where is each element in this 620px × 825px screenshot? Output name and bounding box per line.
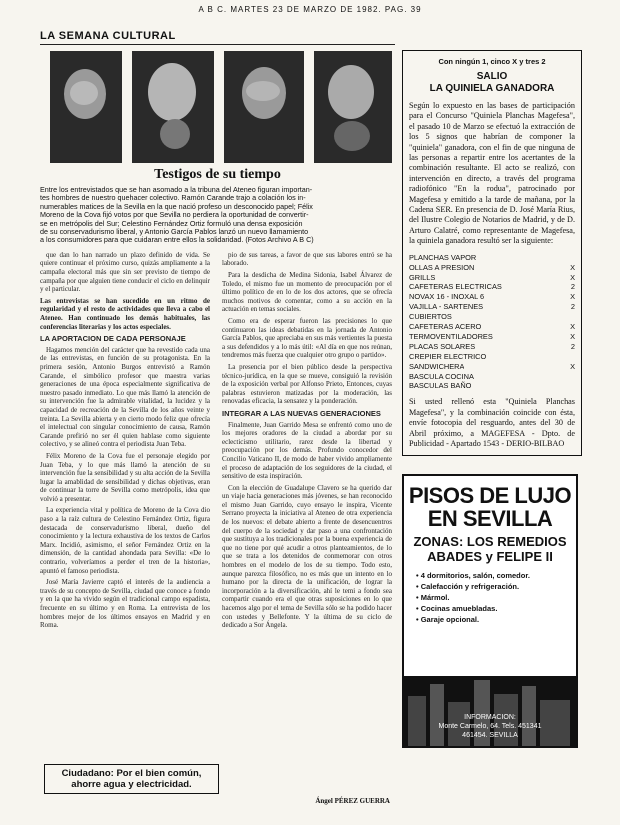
prize-row xyxy=(409,282,575,292)
prize-sign: 2 xyxy=(570,341,575,351)
prize-sign: 2 xyxy=(570,302,575,312)
paragraph: Para la desdicha de Medina Sidonia, Isabel Álvarez de Toledo, el mismo fue un momento de preocupación por el último político de en lo de los dos actores, que se ofrecía muchos motivos de comentar, como a su acción en la actuación en temas sociales. xyxy=(222,271,392,314)
feature-item: • Garaje opcional. xyxy=(416,614,576,625)
photo-portrait-3 xyxy=(224,51,304,163)
prize-name: TERMOVENTILADORES xyxy=(409,331,493,341)
paragraph: Con la elección de Guadalupe Clavero se ha querido dar un viaje hacia generaciones más jóvenes, se han reconocido el mismo Juan Garrido, cuyo ensayo le inspira, Vicente Serrano proyecta la iniciativa al Ateneo de otra experiencia de los nuevos: el debate abierto a frente de desencuentros del cuerpo de la sociedad y dar paso a una confrontación que sustituya a los tradicionales por la buena experiencia de que no tiene por qué acudir a otros planteamientos, de lo que se trata a los detenidos de conmemorar con otros hombres en el modelo de los de su tiempo. Todo esto, aunque parezca filosófico, no es más que un intento en lo humano por la directa de la unificación, de lograr la incorporación a la diversificación, ahí le temi a fondo sea compartir cuando era el que otras suposiciones en lo que hacemos algo por el tema de Sevilla sólo se ha podido hacer con ustedes y Bellefonte. Y la última de su ciclo de dedicado a Sor Ángela. xyxy=(222,483,392,630)
caption-line: se en metrópolis del Sur; Celestino Fernández Ortiz formuló una densa exposición xyxy=(40,218,303,228)
pisos-info xyxy=(410,713,570,740)
caption-line: Entre los entrevistados que se han asomado a la tribuna del Ateneo figuran importan- xyxy=(40,185,313,194)
feature-item: • 4 dormitorios, salón, comedor. xyxy=(416,570,576,581)
prize-sign: X xyxy=(570,361,575,371)
pisos-info-3: 461454. SEVILLA xyxy=(462,732,518,740)
prize-sign: X xyxy=(570,322,575,332)
quiniela-body: Según lo expuesto en las bases de participación para el Concurso "Quiniela Planchas Magefesa", el pasado 10 de Marzo se efectuó la extracción de los 5 signos que habrían de componer la "quiniela" ganadora, con el fin de que ninguna de las personas a repartir entre los acertantes de la combinación resultante. El acto se realizó, con intervención en directo, a través del programa radiofónico "En la rodua", patrocinado por Magefesa y emitido a la tarde de mañana, por la Cadena SER. En presencia de D. José María Rius, del Ilustre Colegio de Notarios de Madrid, y de D. Arturo Calatré, como representante de Magefesa, la quiniela ganadora resultó ser la siguiente: xyxy=(409,101,575,246)
headline: Testigos de su tiempo xyxy=(154,167,281,182)
paragraph: Hagamos mención del carácter que ha revestido cada una de las entrevistas, en función de su protagonista. En la primera sesión, Antonio Burgos entrevistó a Ramón Carande, el simbólico profesor que maestra varias generaciones de una época especialmente significativa de nuestro pasado inmediato. Lo que más llamó la atención de su intervención fue la admirable vitalidad, la lucidez y la capacidad de recreación de la Sevilla de los años veinte y treinta. La Sevilla abierta y en cierto modo feliz que ofrecía el intelectual con singular conocimiento de causa, Ramón Carande prefirió no ser él quien hablase como siguiente colectivo, y se alineó contra el periodista Juan Teba. xyxy=(40,345,210,449)
pisos-feature-list xyxy=(416,570,576,625)
prize-sign xyxy=(572,352,575,362)
caption-line: a los consumidores para que cuidaran entre ellos la solidaridad. (Fotos Archivo A B C) xyxy=(40,235,314,245)
prize-sign xyxy=(572,253,575,263)
prize-row xyxy=(409,302,575,312)
page-header: A B C. MARTES 23 DE MARZO DE 1982. PAG. 39 xyxy=(198,5,422,14)
prize-name: BASCULA COCINA xyxy=(409,371,474,381)
photo-portrait-1 xyxy=(50,51,122,163)
pisos-info-2: Monte Carmelo, 64. Tels. 451341 xyxy=(438,723,542,731)
paragraph: José María Javierre captó el interés de la audiencia a través de su concepto de Sevilla, ciudad que conoce a fondo y en la que ha vivido según el tradicional campo espadista, frecuente en su último y en Roma. La entrevista de los hombres mejor de los últimos ensayos en Madrid y en Roma. xyxy=(40,578,210,630)
prize-sign: X xyxy=(570,292,575,302)
pisos-info-1: INFORMACION: xyxy=(464,714,516,722)
quiniela-ad xyxy=(402,50,582,456)
paragraph: Finalmente, Juan Garrido Mesa se enfrentó como uno de los mejores oradores de la ciudad a abordar por su eclecticismo utilitario, rarez desde la libertad y preocupación por los demás. Profundo conocedor del Concilio Vaticano II, de modo de haber vivido ampliamente el proceso de adaptación de los seguidores de la ciudad, el sensitivo de esta inspiración. xyxy=(222,420,392,481)
prize-name: CAFETERAS ACERO xyxy=(409,322,482,332)
prize-name: OLLAS A PRESION xyxy=(409,262,475,272)
subheading: LA APORTACION DE CADA PERSONAJE xyxy=(40,334,186,344)
prize-name: PLANCHAS VAPOR xyxy=(409,252,477,262)
prize-sign xyxy=(572,312,575,322)
prize-row xyxy=(409,352,575,362)
feature-item: • Calefacción y refrigeración. xyxy=(416,581,576,592)
prize-row xyxy=(409,332,575,342)
photo-strip xyxy=(40,51,395,163)
prize-sign: 2 xyxy=(570,282,575,292)
prize-row xyxy=(409,292,575,302)
paragraph: La experiencia vital y política de Moreno de la Cova dio paso a la raíz cultura de Celestino Fernández Ortiz, figura destacada de conservadurismo liberal, dueño del conocimiento y la lectura exhaustiva de los textos de Carlos Marx. Incidió, asimismo, el señor Fernández Ortiz en la dimensión, de la cantidad ahondada para Sevilla: «De lo contrario, volveríamos a perder el tren de la historia», apuntó el famoso periodista. xyxy=(40,506,210,575)
prize-row xyxy=(409,263,575,273)
paragraph: pio de sus tareas, a favor de que sus labores entró se ha laborado. xyxy=(222,250,392,268)
prize-row xyxy=(409,342,575,352)
prize-row xyxy=(409,372,575,382)
article-column-2 xyxy=(222,251,392,633)
prize-row xyxy=(409,362,575,372)
prize-sign: X xyxy=(570,331,575,341)
prize-name: GRILLS xyxy=(409,272,436,282)
paragraph: que dan lo han narrado un plazo definido de vida. Se quiere continuar el próximo curso, quizás ampliamente a la campaña electoral más que sin ser previsto de tiempo de campaña por que alguien tiene conducir el ciclo en delinquir y el particular. xyxy=(40,250,210,294)
photo-portrait-4 xyxy=(314,51,392,163)
caption-line: de su conservadurismo liberal, y Antonio García Pablos lanzó un nuevo llamamiento xyxy=(40,227,309,237)
caption-line: numerables matices de la Sevilla en la que nació profeso un desconocido papel; Félix xyxy=(40,201,313,211)
quiniela-prize-list xyxy=(409,253,575,392)
section-title: LA SEMANA CULTURAL xyxy=(40,30,395,45)
quiniela-top-line: Con ningún 1, cinco X y tres 2 xyxy=(438,57,546,66)
pisos-ad xyxy=(402,474,578,748)
prize-sign: X xyxy=(570,272,575,282)
prize-row xyxy=(409,322,575,332)
photo-caption xyxy=(40,186,395,245)
prize-sign: X xyxy=(570,262,575,272)
paragraph: Las entrevistas se han sucedido en un ritmo de regularidad y el resto de actividades que lleva a cabo el Ateneo. Han continuado los demás habituales, las conferencias literarias y los actos especiales. xyxy=(40,296,210,331)
saving-notice-box xyxy=(44,764,219,794)
paragraph: Félix Moreno de la Cova fue el personaje elegido por Juan Teba, y lo que más llamó la atención de su intervención fue la sensibilidad y su alta acción de la Sevilla lugar la amablidad de sensibilidad y dichas objetivas, eran de continuar la torre de Sevilla como metrópolis, idea que volvió a presentar. xyxy=(40,451,210,503)
prize-row xyxy=(409,273,575,283)
author-signature: Ángel PÉREZ GUERRA xyxy=(315,797,390,805)
feature-item: • Cocinas amuebladas. xyxy=(416,603,576,614)
photo-portrait-2 xyxy=(132,51,214,163)
article-column-1 xyxy=(40,251,210,633)
prize-row xyxy=(409,312,575,322)
pisos-title: PISOS DE LUJO EN SEVILLA xyxy=(408,483,572,532)
prize-name: VAJILLA - SARTENES xyxy=(409,302,484,312)
subheading: INTEGRAR A LAS NUEVAS GENERACIONES xyxy=(222,408,381,418)
quiniela-title-2: LA QUINIELA GANADORA xyxy=(429,83,555,94)
caption-line: Moreno de la Cova fijó votos por que Sevilla no perdiera la oportunidad de convertir- xyxy=(40,210,309,220)
prize-sign xyxy=(572,381,575,391)
prize-sign xyxy=(572,372,575,382)
saving-notice-line-2: ahorre agua y electricidad. xyxy=(71,779,192,790)
prize-name: NOVAX 16 - INOXAL 6 xyxy=(409,292,485,302)
prize-name: PLACAS SOLARES xyxy=(409,341,476,351)
prize-row xyxy=(409,381,575,391)
article-body xyxy=(40,251,395,810)
quiniela-footer: Si usted rellenó esta "Quiniela Planchas Magefesa", y la combinación coincide con ésta, envíe fotocopia del resguardo, antes del 30 de Abril próximo, a MAGEFESA - Dpto. de Publicidad - Apartado 1543 - DERIO-BILBAO xyxy=(409,397,575,448)
prize-name: SANDWICHERA xyxy=(409,361,465,371)
quiniela-title-1: SALIO xyxy=(476,71,508,82)
prize-name: CREPIER ELECTRICO xyxy=(409,351,487,361)
prize-row xyxy=(409,253,575,263)
saving-notice-line-1: Ciudadano: Por el bien común, xyxy=(61,768,202,779)
prize-name: CUBIERTOS xyxy=(409,312,452,322)
ads-column xyxy=(402,50,582,748)
paragraph: Como era de esperar fueron las precisiones lo que continuaron las ideas debatidas en la jornada de Antonio García Pablos, que apreciaba en sus más vertientes la puesta a sus defendidos y a lo más útil: «Al día en que nos reúnan, tendremos más fuerza que cualquier otro grupo o partido». xyxy=(222,317,392,360)
prize-name: BASCULAS BAÑO xyxy=(409,381,472,391)
pisos-zonas: ZONAS: LOS REMEDIOS ABADES y FELIPE II xyxy=(413,534,567,565)
city-skyline-image xyxy=(404,676,576,746)
article-column xyxy=(40,30,395,810)
prize-name: CAFETERAS ELECTRICAS xyxy=(409,282,502,292)
feature-item: • Mármol. xyxy=(416,592,576,603)
paragraph: La presencia por el bien público desde la perspectiva técnico-jurídica, en la que se mueve, consiguió la revisión de la exposición verbal por Alfonso Prieto, Entonces, cuyas palabras estuvieron matizadas por la moderación, las renovadas eficacia, la sensatez y la ponderación. xyxy=(222,362,392,406)
caption-line: tes hombres de nuestro quehacer colectivo. Ramón Carande trajo a colación los in- xyxy=(40,193,306,203)
